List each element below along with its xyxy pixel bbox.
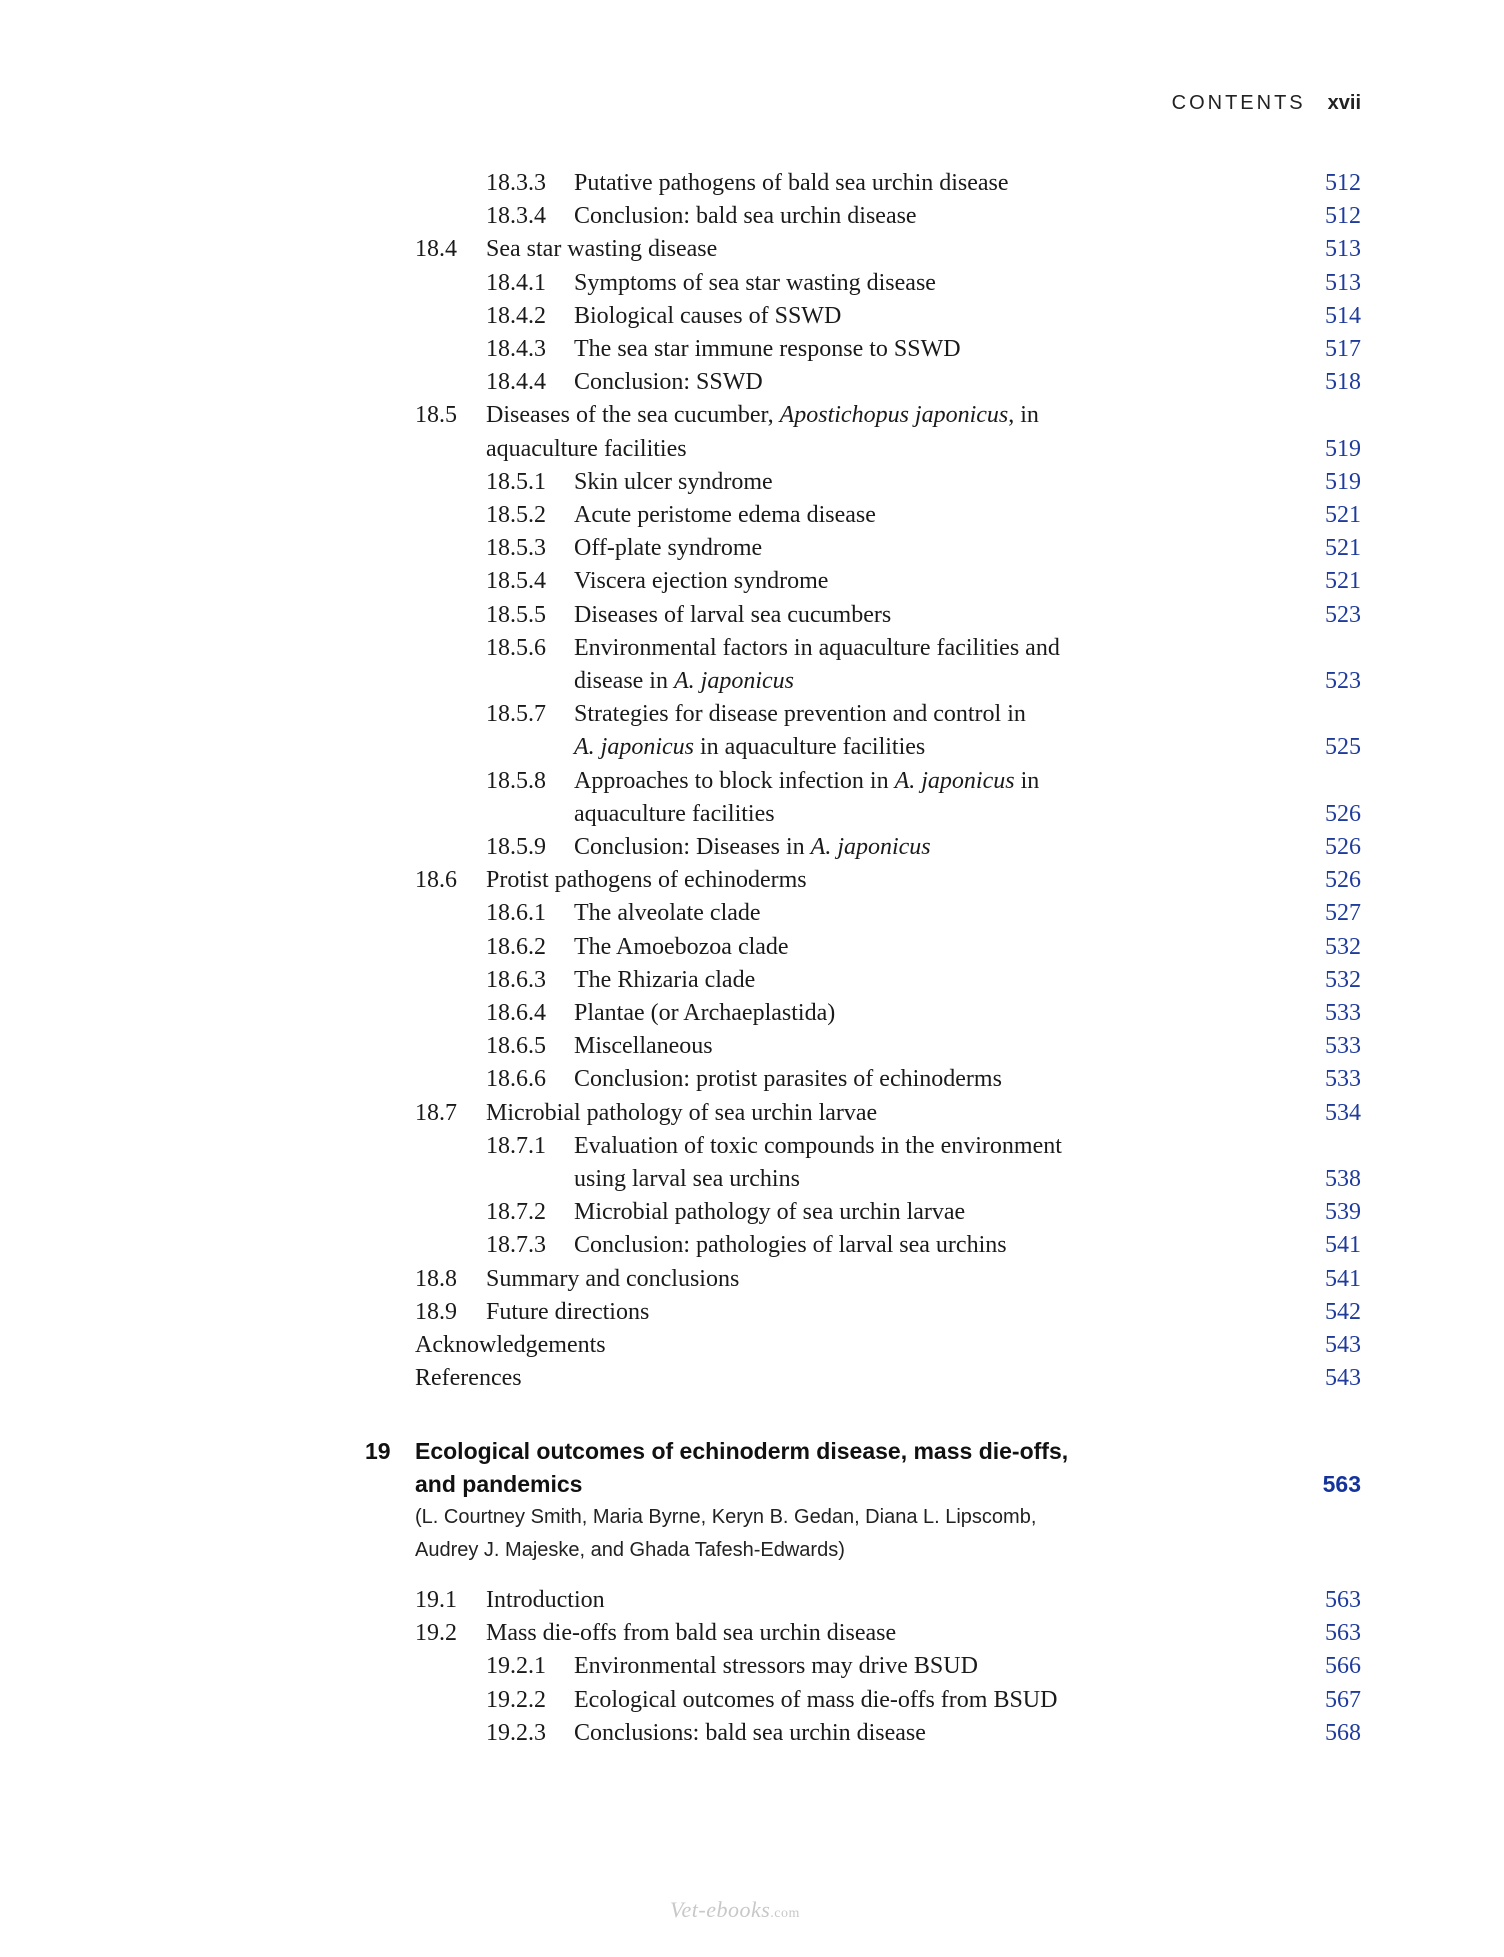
toc-entry-title: [574, 797, 775, 831]
toc-entry-title-part: References: [415, 1365, 522, 1392]
toc-entry-page-number[interactable]: 533: [1325, 1000, 1361, 1026]
toc-entry-title-part: Miscellaneous: [574, 1033, 713, 1060]
toc-entry-number: 19.2.1: [486, 1653, 546, 1680]
toc-entry-title: [574, 266, 936, 300]
toc-entry-title-italic: A. japonicus: [673, 668, 794, 694]
toc-entry[interactable]: [0, 598, 1504, 632]
toc-entry-page-number[interactable]: 563: [1325, 1620, 1361, 1647]
chapter-title-line1: Ecological outcomes of echinoderm disease, mass die-offs,: [415, 1438, 1069, 1464]
watermark-text: Vet-ebooks: [670, 1897, 771, 1922]
toc-entry-title: [486, 1583, 605, 1617]
running-head-label: CONTENTS: [1171, 92, 1306, 114]
toc-entry-page-number[interactable]: 543: [1325, 1365, 1361, 1392]
toc-entry-page-number[interactable]: 539: [1325, 1199, 1361, 1226]
toc-entry[interactable]: [0, 1195, 1504, 1229]
toc-entry-number: 18.7: [415, 1099, 457, 1126]
toc-entry[interactable]: [0, 1295, 1504, 1329]
toc-entry-title-part: Sea star wasting disease: [486, 236, 718, 263]
toc-entry-page-number[interactable]: 567: [1325, 1686, 1361, 1713]
toc-entry[interactable]: [0, 332, 1504, 366]
toc-entry-title-part: Diseases of the sea cucumber,: [486, 402, 780, 429]
toc-entry-number: 18.6.5: [486, 1033, 546, 1060]
toc-entry-number: 18.5.1: [486, 468, 546, 495]
toc-entry-title: [574, 664, 794, 698]
toc-entry-number: 18.6.3: [486, 966, 546, 993]
toc-entry-title-italic: A. japonicus: [810, 834, 931, 860]
toc-entry-page-number[interactable]: 538: [1325, 1166, 1361, 1192]
toc-entry[interactable]: [0, 797, 1504, 831]
toc-entry-title-part: in: [1014, 767, 1040, 794]
toc-entry-page-number[interactable]: 512: [1325, 170, 1361, 196]
toc-entry-page-number[interactable]: 568: [1325, 1719, 1361, 1746]
toc-entry-title: [574, 1716, 926, 1750]
toc-entry[interactable]: [0, 465, 1504, 499]
toc-entry-title-part: Approaches to block infection in: [574, 767, 895, 794]
toc-entry-number: 18.5: [415, 402, 457, 429]
toc-entry-title-part: Future directions: [486, 1298, 650, 1325]
toc-entry-title: [574, 598, 891, 632]
toc-entry-number: 18.6.2: [486, 933, 546, 960]
toc-entry[interactable]: [0, 1262, 1504, 1296]
toc-entry-title: [574, 1683, 1057, 1717]
toc-entry[interactable]: [0, 896, 1504, 930]
toc-entry-title: [574, 1029, 713, 1063]
toc-entry-title-part: Ecological outcomes of mass die-offs from BSUD: [574, 1686, 1058, 1713]
chapter-page-number[interactable]: 563: [1322, 1471, 1361, 1497]
toc-entry-title-part: Conclusion: pathologies of larval sea urchins: [574, 1232, 1007, 1259]
toc-entry[interactable]: [0, 166, 1504, 200]
toc-entry-page-number[interactable]: 527: [1325, 900, 1361, 927]
toc-entry-title-part: Diseases of larval sea cucumbers: [574, 601, 892, 628]
toc-entry[interactable]: [0, 1328, 1504, 1362]
toc-entry-title-part: The sea star immune response to SSWD: [574, 336, 961, 362]
toc-entry[interactable]: [0, 1129, 1504, 1163]
toc-entry-title-part: Skin ulcer syndrome: [574, 468, 773, 495]
toc-entry-page-number[interactable]: 517: [1325, 336, 1361, 362]
toc-entry[interactable]: [0, 996, 1504, 1030]
toc-entry-page-number[interactable]: 514: [1325, 302, 1361, 329]
toc-entry[interactable]: [0, 398, 1504, 432]
toc-entry-page-number[interactable]: 513: [1325, 269, 1361, 296]
toc-entry-number: 18.5.8: [486, 767, 546, 794]
toc-entry-number: 18.7.3: [486, 1232, 546, 1259]
toc-entry-title-part: Mass die-offs from bald sea urchin disease: [486, 1620, 897, 1647]
toc-entry-title-part: Conclusion: SSWD: [574, 369, 763, 396]
toc-entry-title-part: Environmental stressors may drive BSUD: [574, 1653, 978, 1680]
toc-entry[interactable]: [0, 299, 1504, 333]
toc-entry[interactable]: [0, 432, 1504, 466]
running-head: [1172, 92, 1361, 115]
toc-entry-number: 18.4.2: [486, 302, 546, 329]
toc-entry-title-part: , in: [1008, 402, 1039, 429]
toc-entry[interactable]: [0, 1228, 1504, 1262]
toc-entry-page-number[interactable]: 542: [1325, 1298, 1361, 1325]
toc-entry-number: 18.3.3: [486, 170, 546, 196]
toc-entry-title: [574, 199, 917, 233]
toc-entry[interactable]: [0, 1616, 1504, 1650]
toc-entry-title: [574, 963, 755, 997]
toc-entry-title: [574, 1195, 965, 1229]
toc-entry-number: 18.5.2: [486, 502, 546, 528]
toc-entry-title-part: disease in: [574, 668, 674, 694]
toc-entry-number: 18.4: [415, 236, 457, 263]
toc-entry-title: [574, 1649, 978, 1683]
toc-entry-title: [574, 1162, 800, 1196]
toc-entry-page-number[interactable]: 526: [1325, 867, 1361, 894]
toc-entry-page-number[interactable]: 519: [1325, 468, 1361, 495]
toc-entry-title-part: Acknowledgements: [415, 1332, 606, 1358]
toc-entry-number: 18.5.9: [486, 834, 546, 860]
toc-entry-title: [574, 564, 828, 598]
toc-entry-title-part: The Amoebozoa clade: [574, 933, 789, 960]
toc-entry-page-number[interactable]: 513: [1325, 236, 1361, 263]
toc-entry[interactable]: [0, 664, 1504, 698]
toc-entry-page-number[interactable]: 523: [1325, 668, 1361, 694]
toc-entry-title-part: aquaculture facilities: [486, 435, 687, 462]
toc-entry[interactable]: [0, 1162, 1504, 1196]
toc-entry-title-part: Plantae (or Archaeplastida): [574, 1000, 836, 1026]
toc-entry[interactable]: [0, 199, 1504, 233]
toc-entry[interactable]: [0, 863, 1504, 897]
toc-entry-title-part: Protist pathogens of echinoderms: [486, 867, 807, 894]
toc-entry-title: [574, 365, 763, 399]
toc-entry-number: 18.6.4: [486, 1000, 546, 1026]
toc-entry-title: [574, 896, 761, 930]
toc-entry-title-part: Conclusion: bald sea urchin disease: [574, 203, 917, 230]
toc-entry-title: [574, 697, 1026, 731]
toc-entry-page-number[interactable]: 532: [1325, 933, 1361, 960]
toc-entry[interactable]: [0, 1361, 1504, 1395]
toc-entry-number: 19.2.2: [486, 1686, 546, 1713]
toc-entry-page-number[interactable]: 526: [1325, 834, 1361, 860]
toc-entry-title-part: Strategies for disease prevention and control in: [574, 701, 1026, 728]
toc-entry[interactable]: [0, 232, 1504, 266]
toc-entry-number: 18.5.3: [486, 535, 546, 562]
toc-entry-title-part: The Rhizaria clade: [574, 966, 756, 993]
toc-entry[interactable]: [0, 697, 1504, 731]
toc-entry-title: [486, 232, 717, 266]
toc-entry[interactable]: [0, 498, 1504, 532]
toc-entry-page-number[interactable]: 541: [1325, 1265, 1361, 1292]
toc-entry[interactable]: [0, 1716, 1504, 1750]
toc-entry-number: 18.8: [415, 1265, 457, 1292]
toc-entry-page-number[interactable]: 518: [1325, 369, 1361, 396]
toc-entry-title: [574, 1129, 1062, 1163]
chapter-title-line2: and pandemics: [415, 1471, 583, 1497]
toc-entry-title-part: Microbial pathology of sea urchin larvae: [574, 1199, 966, 1226]
toc-entry-number: 18.6: [415, 867, 457, 894]
toc-entry-number: 18.4.4: [486, 369, 546, 396]
toc-entry-title: [574, 531, 762, 565]
toc-entry-page-number[interactable]: 526: [1325, 800, 1361, 827]
toc-entry-number: 18.5.7: [486, 701, 546, 728]
chapter-authors-line2: Audrey J. Majeske, and Ghada Tafesh-Edwards): [415, 1539, 845, 1561]
toc-entry-page-number[interactable]: 512: [1325, 203, 1361, 230]
toc-entry-title: [486, 432, 687, 466]
toc-entry-number: 18.3.4: [486, 203, 546, 230]
toc-entry-number: 18.7.1: [486, 1132, 546, 1159]
toc-entry-page-number[interactable]: 541: [1325, 1232, 1361, 1259]
toc-entry-number: 18.4.1: [486, 269, 546, 296]
toc-entry-number: 18.6.6: [486, 1066, 546, 1093]
chapter-authors-line1: (L. Courtney Smith, Maria Byrne, Keryn B. Gedan, Diana L. Lipscomb,: [415, 1506, 1037, 1528]
toc-entry-title: [574, 930, 789, 964]
toc-entry-title: [486, 863, 807, 897]
toc-entry-number: 18.7.2: [486, 1199, 546, 1226]
toc-entry[interactable]: [0, 1096, 1504, 1130]
toc-entry-title-italic: A. japonicus: [574, 734, 694, 761]
toc-entry[interactable]: [0, 963, 1504, 997]
toc-entry-number: 18.5.4: [486, 568, 546, 595]
toc-entry-number: 18.5.6: [486, 634, 546, 661]
toc-entry[interactable]: [0, 1683, 1504, 1717]
toc-entry-page-number[interactable]: 533: [1325, 1033, 1361, 1060]
toc-entry-title-part: Symptoms of sea star wasting disease: [574, 269, 936, 296]
toc-entry-title: [574, 830, 931, 864]
toc-entry[interactable]: [0, 266, 1504, 300]
toc-entry-title: [574, 730, 925, 764]
toc-entry-title: [415, 1328, 606, 1362]
toc-entry-title-part: using larval sea urchins: [574, 1166, 800, 1192]
toc-entry-title: [574, 332, 961, 366]
toc-entry-title-part: Microbial pathology of sea urchin larvae: [486, 1099, 878, 1126]
toc-entry-title: [415, 1361, 522, 1395]
toc-entry[interactable]: [0, 531, 1504, 565]
toc-entry-title: [486, 1262, 739, 1296]
toc-entry-page-number[interactable]: 523: [1325, 601, 1361, 628]
toc-entry-title-part: Conclusion: protist parasites of echinoderms: [574, 1066, 1002, 1093]
toc-entry-title-part: Viscera ejection syndrome: [574, 568, 829, 595]
page-folio: xvii: [1327, 92, 1361, 114]
toc-entry-page-number[interactable]: 521: [1325, 535, 1361, 562]
toc-entry[interactable]: [0, 830, 1504, 864]
chapter-19-title-line2-row[interactable]: [0, 1467, 1504, 1501]
toc-entry-page-number[interactable]: 521: [1325, 568, 1361, 595]
toc-entry-page-number[interactable]: 563: [1325, 1587, 1361, 1613]
toc-entry-title: [574, 1228, 1007, 1262]
toc-entry-title: [574, 764, 1039, 798]
toc-entry-title-part: Off-plate syndrome: [574, 535, 763, 562]
toc-entry-title: [486, 1096, 877, 1130]
chapter-number: 19: [365, 1438, 391, 1464]
toc-entry-number: 19.1: [415, 1587, 457, 1613]
toc-entry-title-part: Acute peristome edema disease: [574, 502, 876, 528]
toc-entry-title-italic: A. japonicus: [894, 767, 1015, 794]
toc-entry[interactable]: [0, 1029, 1504, 1063]
toc-entry[interactable]: [0, 1649, 1504, 1683]
watermark-logo: [670, 1897, 800, 1923]
toc-entry-title-part: Conclusion: Diseases in: [574, 834, 811, 860]
toc-entry[interactable]: [0, 730, 1504, 764]
chapter-19-title-line1-row[interactable]: [0, 1434, 1504, 1468]
toc-entry-title: [486, 1295, 649, 1329]
toc-entry[interactable]: [0, 930, 1504, 964]
toc-entry-title: [574, 996, 835, 1030]
toc-entry-title-part: Conclusions: bald sea urchin disease: [574, 1719, 926, 1746]
toc-entry-title-italic: Apostichopus japonicus: [779, 402, 1009, 429]
toc-entry-number: 18.5.5: [486, 601, 546, 628]
toc-entry-page-number[interactable]: 525: [1325, 734, 1361, 761]
toc-entry-page-number[interactable]: 543: [1325, 1332, 1361, 1358]
toc-entry-title-part: Biological causes of SSWD: [574, 302, 842, 329]
toc-entry-title-part: Summary and conclusions: [486, 1265, 740, 1292]
toc-entry-page-number[interactable]: 519: [1325, 435, 1361, 462]
toc-entry[interactable]: [0, 564, 1504, 598]
toc-entry-title: [574, 498, 876, 532]
toc-entry-page-number[interactable]: 533: [1325, 1066, 1361, 1093]
toc-entry-title: [574, 166, 1009, 200]
toc-entry-number: 18.6.1: [486, 900, 546, 927]
toc-entry-title-part: Environmental factors in aquaculture facilities and: [574, 634, 1060, 661]
toc-entry-number: 18.9: [415, 1298, 457, 1325]
toc-entry-title-part: aquaculture facilities: [574, 800, 775, 827]
toc-entry[interactable]: [0, 1062, 1504, 1096]
toc-entry[interactable]: [0, 764, 1504, 798]
toc-entry-title: [486, 1616, 896, 1650]
toc-entry-page-number[interactable]: 566: [1325, 1653, 1361, 1680]
toc-entry-title-part: The alveolate clade: [574, 900, 761, 927]
toc-entry-title: [574, 299, 841, 333]
toc-entry[interactable]: [0, 365, 1504, 399]
toc-entry-number: 18.4.3: [486, 336, 546, 362]
toc-entry-title: [574, 465, 773, 499]
toc-entry-title-part: in aquaculture facilities: [694, 734, 926, 761]
toc-entry-page-number[interactable]: 532: [1325, 966, 1361, 993]
toc-entry-title-part: Introduction: [486, 1587, 605, 1613]
toc-entry-title: [486, 398, 1039, 432]
toc-entry-page-number[interactable]: 534: [1325, 1099, 1361, 1126]
toc-entry-title-part: Evaluation of toxic compounds in the environment: [574, 1132, 1062, 1159]
toc-entry[interactable]: [0, 1583, 1504, 1617]
toc-entry-number: 19.2: [415, 1620, 457, 1647]
watermark-domain: .com: [770, 1906, 800, 1921]
toc-entry-page-number[interactable]: 521: [1325, 502, 1361, 528]
toc-entry-title: [574, 631, 1060, 665]
toc-entry-number: 19.2.3: [486, 1719, 546, 1746]
toc-entry[interactable]: [0, 631, 1504, 665]
toc-entry-title-part: Putative pathogens of bald sea urchin disease: [574, 170, 1009, 196]
toc-entry-title: [574, 1062, 1002, 1096]
